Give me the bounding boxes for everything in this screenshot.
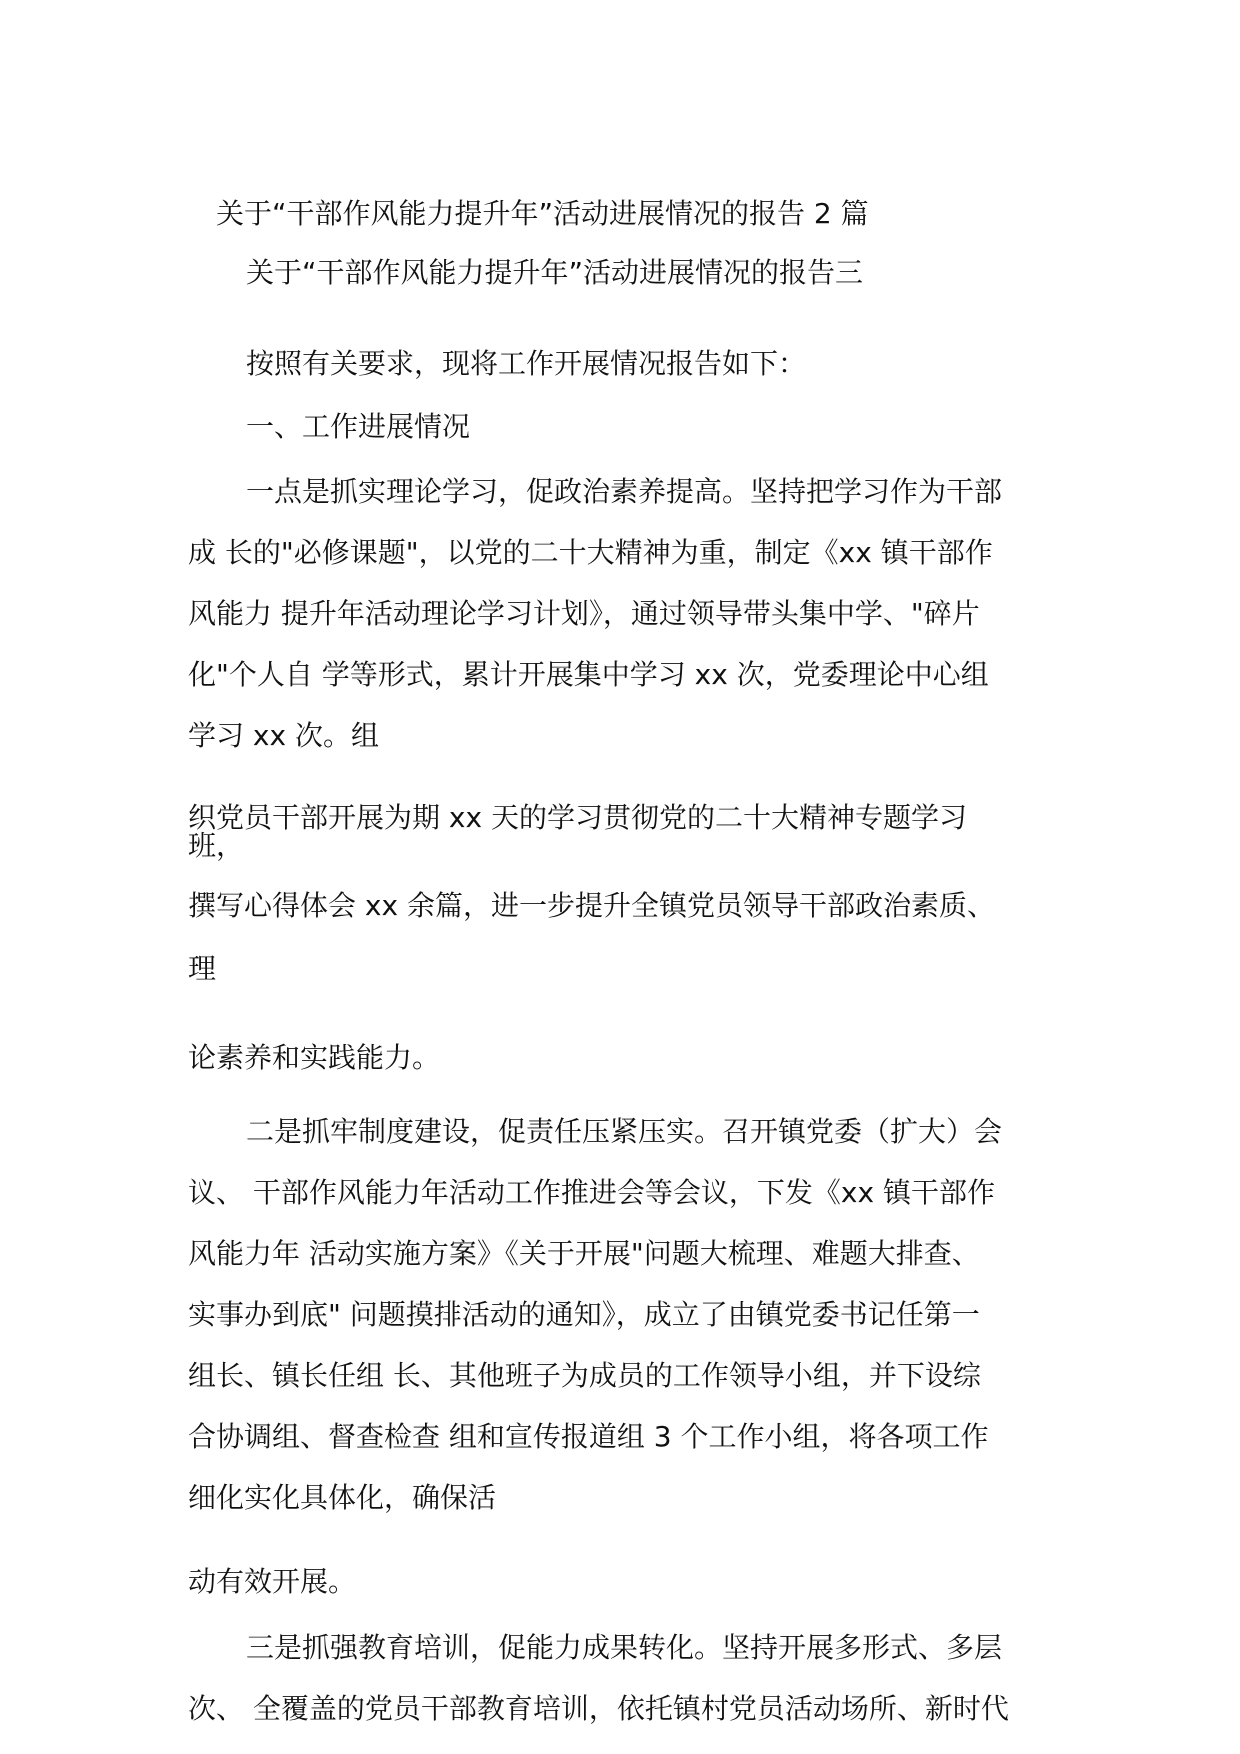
paragraph-line: 论素养和实践能力。: [188, 1041, 441, 1074]
paragraph-line: 理: [188, 952, 217, 985]
paragraph-line: 合协调组、督查检查 组和宣传报道组 3 个工作小组，将各项工作: [188, 1420, 989, 1453]
paragraph-line: 次、 全覆盖的党员干部教育培训，依托镇村党员活动场所、新时代: [188, 1692, 1009, 1725]
paragraph-line: 风能力年 活动实施方案》《关于开展"问题大梳理、难题大排查、: [188, 1237, 980, 1270]
paragraph-line: 按照有关要求，现将工作开展情况报告如下：: [246, 347, 807, 380]
paragraph-line: 织党员干部开展为期 xx 天的学习贯彻党的二十大精神专题学习: [188, 801, 967, 834]
document-title: 关于“干部作风能力提升年”活动进展情况的报告 2 篇: [216, 197, 869, 230]
paragraph-line: 细化实化具体化，确保活: [188, 1481, 497, 1514]
paragraph-line: 二是抓牢制度建设，促责任压紧压实。召开镇党委（扩大）会: [246, 1115, 1003, 1148]
document-subtitle: 关于“干部作风能力提升年”活动进展情况的报告三: [246, 256, 864, 289]
paragraph-line: 成 长的"必修课题"，以党的二十大精神为重，制定《xx 镇干部作: [188, 536, 993, 569]
paragraph-line: 动有效开展。: [188, 1565, 357, 1598]
paragraph-line: 撰写心得体会 xx 余篇，进一步提升全镇党员领导干部政治素质、: [188, 889, 995, 922]
paragraph-line: 班，: [188, 829, 245, 862]
paragraph-line: 实事办到底" 问题摸排活动的通知》，成立了由镇党委书记任第一: [188, 1298, 980, 1331]
paragraph-line: 组长、镇长任组 长、其他班子为成员的工作领导小组，并下设综: [188, 1359, 981, 1392]
paragraph-line: 一点是抓实理论学习，促政治素养提高。坚持把学习作为干部: [246, 475, 1003, 508]
section-heading: 一、工作进展情况: [246, 410, 471, 443]
paragraph-line: 化"个人自 学等形式，累计开展集中学习 xx 次，党委理论中心组: [188, 658, 989, 691]
paragraph-line: 三是抓强教育培训，促能力成果转化。坚持开展多形式、多层: [246, 1631, 1003, 1664]
paragraph-line: 学习 xx 次。组: [188, 719, 379, 752]
paragraph-line: 风能力 提升年活动理论学习计划》，通过领导带头集中学、"碎片: [188, 597, 980, 630]
paragraph-line: 议、 干部作风能力年活动工作推进会等会议，下发《xx 镇干部作: [188, 1176, 995, 1209]
